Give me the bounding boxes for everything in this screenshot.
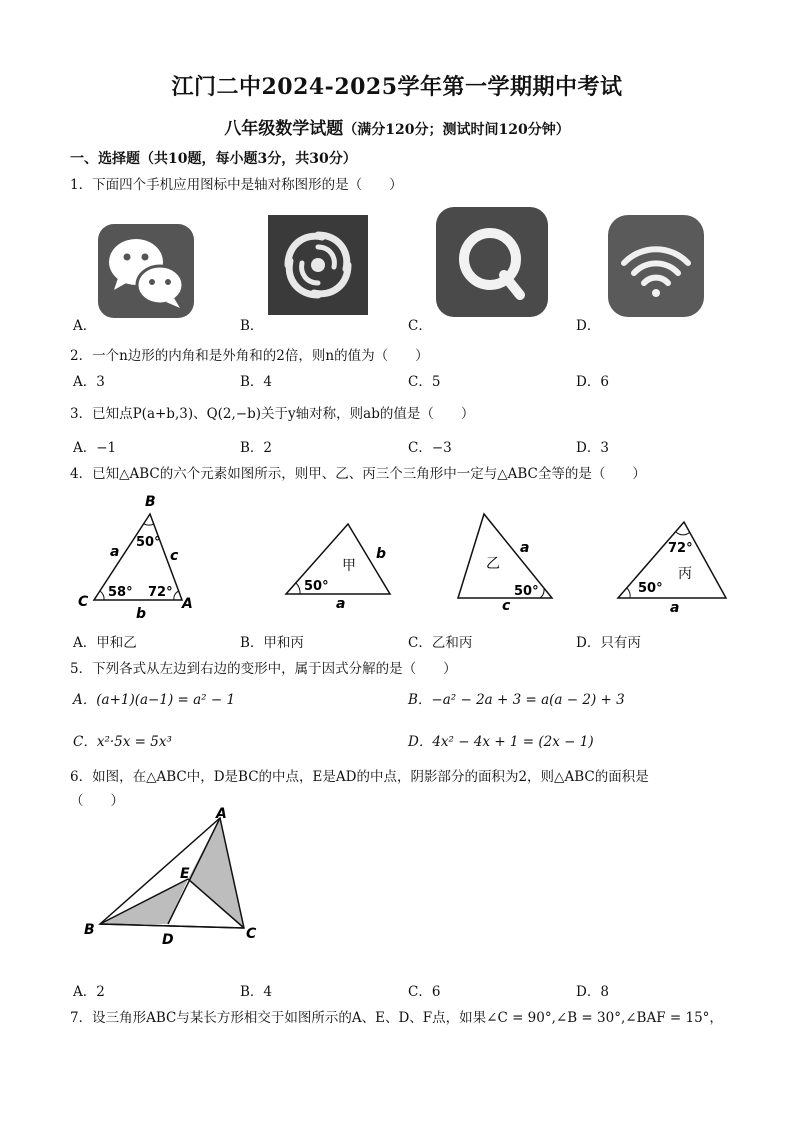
angle-a-arc bbox=[174, 591, 179, 600]
label-yi-a: a bbox=[520, 540, 530, 556]
q4-option-d[interactable]: D．只有丙 bbox=[576, 635, 641, 651]
exam-subtitle bbox=[0, 114, 794, 139]
label-jia: 甲 bbox=[342, 558, 356, 574]
label-b-vertex: B bbox=[145, 494, 156, 510]
q2-option-d[interactable]: D．6 bbox=[576, 374, 609, 390]
label-jia-angle: 50° bbox=[304, 579, 329, 594]
label-yi-angle: 50° bbox=[514, 584, 539, 599]
q2-stem: 2．一个n边形的内角和是外角和的2倍，则n的值为（ ） bbox=[70, 348, 429, 364]
q3-option-c[interactable]: C．−3 bbox=[408, 440, 452, 456]
q3-option-b[interactable]: B．2 bbox=[240, 440, 273, 456]
label-b: B bbox=[84, 922, 95, 938]
q1-option-c[interactable]: C． bbox=[408, 318, 432, 334]
q2-option-c[interactable]: C．5 bbox=[408, 374, 441, 390]
q3-stem: 3．已知点P(a+b,3)、Q(2,−b)关于y轴对称，则ab的值是（ ） bbox=[70, 406, 475, 422]
q1-option-d[interactable]: D． bbox=[576, 318, 601, 334]
triangle-jia-figure bbox=[278, 514, 400, 612]
q4-option-b[interactable]: B．甲和丙 bbox=[240, 635, 304, 651]
q4-option-a[interactable]: A．甲和乙 bbox=[73, 635, 137, 651]
label-a: A bbox=[216, 806, 227, 822]
q2-option-b[interactable]: B．4 bbox=[240, 374, 273, 390]
q5-option-b[interactable]: B．−a² − 2a + 3 = a(a − 2) + 3 bbox=[408, 692, 625, 708]
q6-option-b[interactable]: B．4 bbox=[240, 984, 273, 1000]
label-jia-b: b bbox=[376, 546, 387, 562]
label-jia-a: a bbox=[336, 596, 346, 612]
q5-option-a[interactable]: A．(a+1)(a−1) = a² − 1 bbox=[73, 692, 236, 708]
q5-option-d[interactable]: D．4x² − 4x + 1 = (2x − 1) bbox=[408, 734, 594, 750]
label-c: C bbox=[246, 926, 257, 942]
q6-triangle-figure bbox=[80, 806, 270, 952]
label-side-b: b bbox=[136, 606, 147, 618]
label-a-vertex: A bbox=[182, 596, 193, 612]
label-d: D bbox=[162, 932, 174, 948]
q6-option-c[interactable]: C．6 bbox=[408, 984, 441, 1000]
wifi-icon bbox=[606, 213, 706, 319]
q4-stem: 4．已知△ABC的六个元素如图所示，则甲、乙、丙三个三角形中一定与△ABC全等的是（ ） bbox=[70, 466, 646, 482]
triangle-bing-figure bbox=[612, 514, 732, 614]
q2-option-a[interactable]: A．3 bbox=[73, 374, 105, 390]
q1-option-b[interactable]: B． bbox=[240, 318, 264, 334]
subtitle-note: （满分120分；测试时间120分钟） bbox=[343, 122, 570, 138]
q3-option-a[interactable]: A．−1 bbox=[73, 440, 117, 456]
shaded-region-eac bbox=[188, 818, 244, 928]
label-yi-c: c bbox=[502, 598, 511, 614]
q3-option-d[interactable]: D．3 bbox=[576, 440, 609, 456]
subtitle-main: 八年级数学试题 bbox=[224, 119, 344, 139]
label-bing: 丙 bbox=[678, 566, 692, 582]
label-e: E bbox=[180, 866, 190, 882]
q5-option-c[interactable]: C．x²·5x = 5x³ bbox=[73, 734, 172, 750]
label-bing-a: a bbox=[670, 600, 680, 614]
label-yi: 乙 bbox=[486, 556, 500, 572]
angle-b-arc bbox=[144, 524, 154, 525]
segment-bc bbox=[100, 924, 244, 928]
triangle-yi-figure bbox=[448, 506, 560, 614]
label-side-c: c bbox=[170, 548, 179, 564]
q6-option-d[interactable]: D．8 bbox=[576, 984, 609, 1000]
label-angle-a: 72° bbox=[148, 585, 173, 600]
q5-stem: 5．下列各式从左边到右边的变形中，属于因式分解的是（ ） bbox=[70, 661, 457, 677]
q1-option-a[interactable]: A． bbox=[73, 318, 97, 334]
label-bing-top-angle: 72° bbox=[668, 541, 693, 556]
triangle-abc-figure bbox=[70, 490, 200, 618]
q1-stem: 1．下面四个手机应用图标中是轴对称图形的是（ ） bbox=[70, 177, 403, 193]
label-c-vertex: C bbox=[78, 594, 89, 610]
q6-stem-line2: （ ） bbox=[70, 793, 124, 809]
search-q-icon bbox=[434, 205, 550, 319]
exam-title: 江门二中2024-2025学年第一学期期中考试 bbox=[171, 74, 623, 100]
angle-c-arc bbox=[100, 591, 104, 600]
swirl-logo-icon bbox=[266, 213, 370, 317]
label-angle-b: 50° bbox=[136, 535, 161, 550]
label-bing-left-angle: 50° bbox=[638, 581, 663, 596]
q7-stem: 7．设三角形ABC与某长方形相交于如图所示的A、E、D、F点，如果∠C = 90°,∠B = 30°,∠BAF = 15°， bbox=[70, 1010, 723, 1026]
wechat-icon bbox=[96, 222, 196, 320]
label-angle-c: 58° bbox=[108, 585, 133, 600]
q6-option-a[interactable]: A．2 bbox=[73, 984, 105, 1000]
q6-stem-line1: 6．如图，在△ABC中，D是BC的中点，E是AD的中点，阴影部分的面积为2，则△ABC的面积是 bbox=[70, 769, 649, 785]
q4-option-c[interactable]: C．乙和丙 bbox=[408, 635, 473, 651]
label-side-a: a bbox=[110, 544, 120, 560]
section-1-heading: 一、选择题（共10题，每小题3分，共30分） bbox=[70, 151, 357, 167]
